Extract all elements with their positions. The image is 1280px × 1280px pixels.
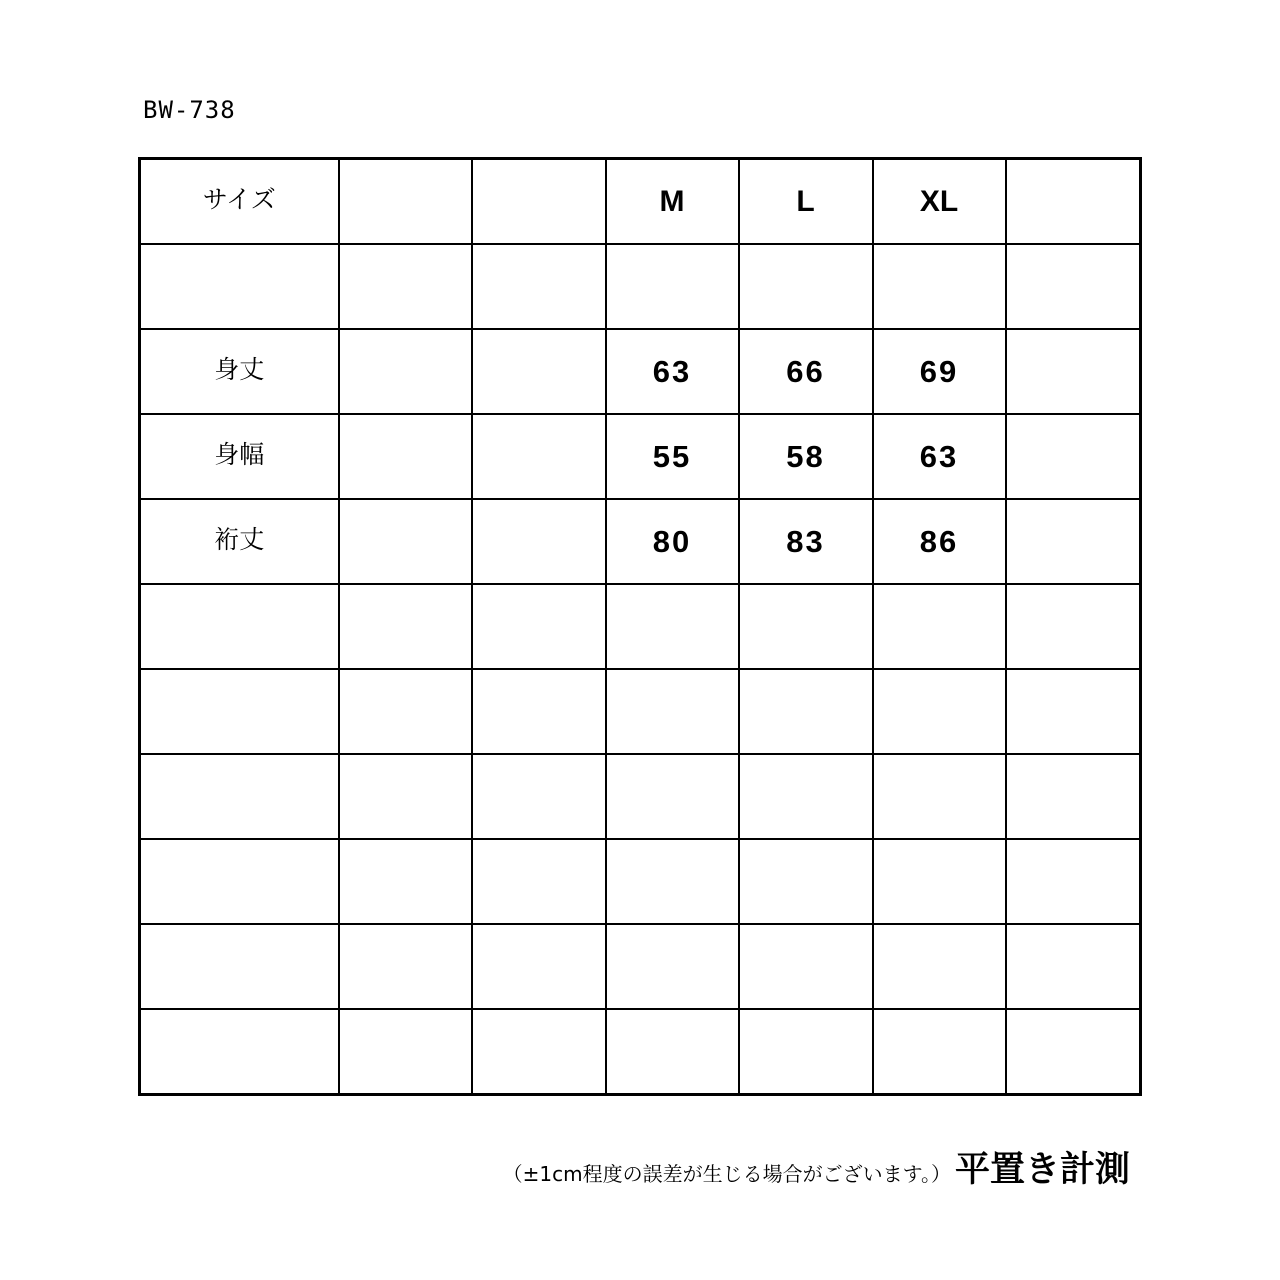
table-row	[140, 329, 1141, 414]
footer	[503, 1142, 1130, 1192]
value-cell: 80	[606, 499, 739, 584]
value-cell: 63	[873, 414, 1006, 499]
measurement-method: 平置き計測	[954, 1150, 1130, 1190]
header-label-cell	[140, 159, 339, 245]
table-row	[140, 414, 1141, 499]
empty-row	[140, 1009, 1141, 1095]
empty-row	[140, 754, 1141, 839]
header-row	[140, 159, 1141, 245]
empty-cell	[472, 159, 606, 245]
value-cell: 83	[739, 499, 873, 584]
row-label-cell	[140, 329, 339, 414]
row-label-cell	[140, 414, 339, 499]
value-cell: 69	[873, 329, 1006, 414]
product-code: BW-738	[143, 96, 236, 124]
table-row	[140, 499, 1141, 584]
size-header-l: L	[739, 159, 873, 245]
value-cell: 86	[873, 499, 1006, 584]
empty-row	[140, 669, 1141, 754]
row-label-cell	[140, 499, 339, 584]
measurement-note: （±1cm程度の誤差が生じる場合がございます。）	[502, 1162, 951, 1186]
empty-cell	[1006, 159, 1141, 245]
row-label: 裄丈	[214, 524, 265, 554]
size-header-m: M	[606, 159, 739, 245]
empty-row	[140, 584, 1141, 669]
empty-row	[140, 244, 1141, 329]
row-label: 身丈	[214, 354, 265, 384]
empty-cell	[339, 159, 472, 245]
size-chart-table	[138, 157, 1142, 1096]
value-cell: 58	[739, 414, 873, 499]
header-label: サイズ	[202, 184, 276, 214]
value-cell: 63	[606, 329, 739, 414]
value-cell: 55	[606, 414, 739, 499]
empty-row	[140, 924, 1141, 1009]
empty-row	[140, 839, 1141, 924]
size-header-xl: XL	[873, 159, 1006, 245]
row-label: 身幅	[214, 439, 265, 469]
value-cell: 66	[739, 329, 873, 414]
